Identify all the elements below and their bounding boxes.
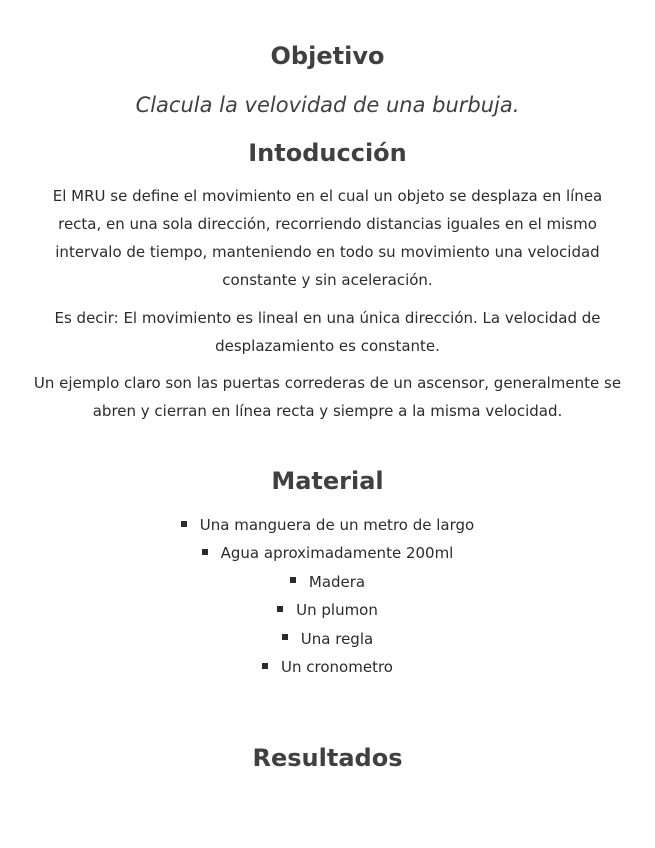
list-item-label: Una manguera de un metro de largo xyxy=(199,516,475,534)
objetivo-text: Clacula la velovidad de una burbuja. xyxy=(135,93,520,117)
list-item xyxy=(0,596,655,624)
bullet-icon xyxy=(181,521,187,527)
resultados-heading: Resultados xyxy=(252,744,403,772)
intro-paragraph-1: El MRU se define el movimiento en el cual un objeto se desplaza en línea recta, en una sola dirección, recorriendo distancias iguales en el mismo intervalo de tiempo, manteniendo en todo su movimiento una velocidad constante y sin aceleración. xyxy=(52,187,603,289)
objetivo-heading: Objetivo xyxy=(270,42,385,70)
list-item xyxy=(0,653,655,681)
list-item-label: Madera xyxy=(308,572,366,591)
bullet-icon xyxy=(202,549,208,555)
list-item-label: Una regla xyxy=(300,629,374,648)
intro-paragraph-3: Un ejemplo claro son las puertas correderas de un ascensor, generalmente se abren y cierran en línea recta y siempre a la misma velocidad. xyxy=(33,374,622,420)
bullet-icon xyxy=(262,663,268,669)
intro-paragraph-2: Es decir: El movimiento es lineal en una única dirección. La velocidad de desplazamiento es constante. xyxy=(54,309,601,355)
list-item-label: Un cronometro xyxy=(281,658,393,677)
list-item xyxy=(0,539,655,567)
list-item xyxy=(0,511,655,539)
bullet-icon xyxy=(282,634,288,640)
list-item-label: Un plumon xyxy=(296,601,378,620)
bullet-icon xyxy=(277,606,283,612)
material-heading: Material xyxy=(271,467,384,495)
bullet-icon xyxy=(290,577,296,583)
list-item xyxy=(0,625,655,653)
material-list xyxy=(0,511,655,681)
introduccion-heading: Intoducción xyxy=(248,139,407,167)
list-item xyxy=(0,568,655,596)
list-item-label: Agua aproximadamente 200ml xyxy=(220,544,454,563)
